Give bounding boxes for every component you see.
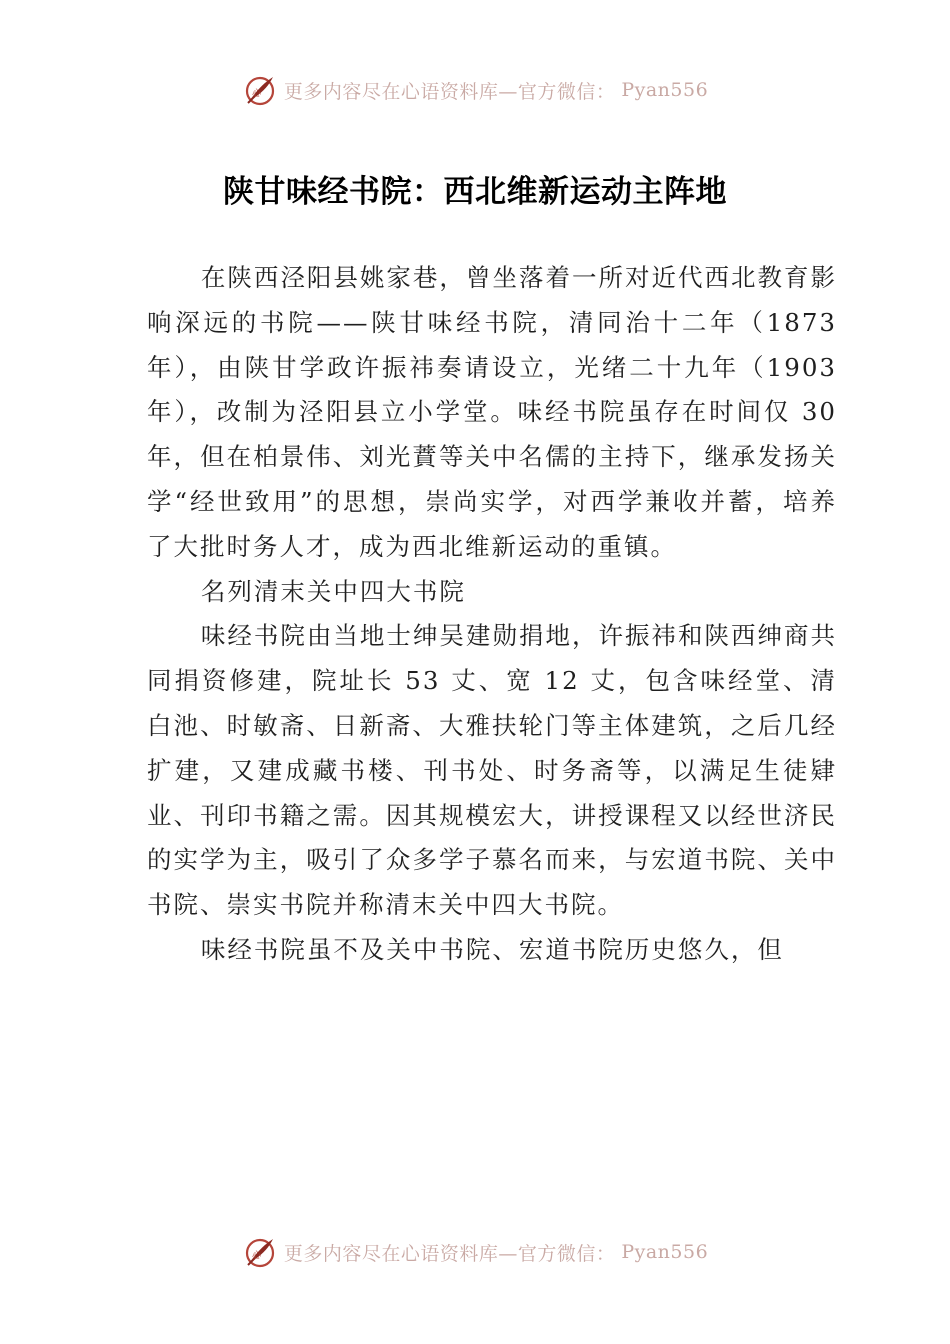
section-heading: 名列清末关中四大书院: [200, 576, 466, 606]
quill-logo-icon: [242, 1234, 278, 1270]
document-body: [147, 256, 837, 973]
watermark-text: 更多内容尽在心语资料库—官方微信：: [283, 80, 616, 103]
svg-text:心: 心: [251, 1251, 261, 1261]
paragraph: 在陕西泾阳县姚家巷，曾坐落着一所对近代西北教育影响深远的书院——陕甘味经书院，清同治十二年（1873 年），由陕甘学政许振祎奏请设立，光绪二十九年（1903 年），改制为泾阳县立小学堂。味经书院虽存在时间仅 30 年，但在柏景伟、刘光蕡等关中名儒的主持下，继承发扬关学“经世致用”的思想，崇尚实学，对西学兼收并蓄，培养了大批时务人才，成为西北维新运动的重镇。: [147, 263, 837, 561]
paragraph: 味经书院虽不及关中书院、宏道书院历史悠久，但: [200, 934, 784, 964]
header-watermark: [0, 72, 950, 108]
svg-text:心: 心: [251, 89, 261, 99]
quill-logo-icon: [242, 72, 278, 108]
footer-watermark: [0, 1234, 950, 1270]
watermark-wechat-id: Pyan556: [621, 79, 709, 101]
document-title: 陕甘味经书院：西北维新运动主阵地: [223, 174, 727, 210]
watermark-wechat-id: Pyan556: [621, 1241, 709, 1263]
paragraph: 味经书院由当地士绅吴建勋捐地，许振祎和陕西绅商共同捐资修建，院址长 53 丈、宽 12 丈，包含味经堂、清白池、时敏斋、日新斋、大雅扶轮门等主体建筑，之后几经扩建，又建成藏书楼、刊书处、时务斋等，以满足生徒肄业、刊印书籍之需。因其规模宏大，讲授课程又以经世济民的实学为主，吸引了众多学子慕名而来，与宏道书院、关中书院、崇实书院并称清末关中四大书院。: [147, 621, 837, 920]
watermark-text: 更多内容尽在心语资料库—官方微信：: [283, 1242, 616, 1265]
